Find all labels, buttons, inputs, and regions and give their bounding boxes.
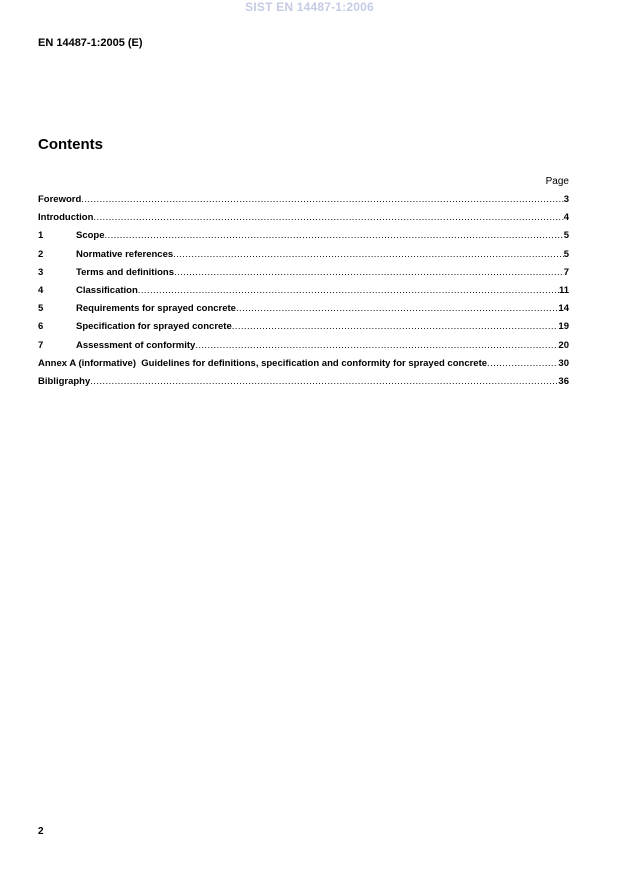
toc-leader-dots: [232, 321, 559, 332]
toc-leader-dots: [173, 249, 564, 260]
document-id: EN 14487-1:2005 (E): [38, 37, 143, 49]
toc-entry-bibliography[interactable]: [38, 376, 569, 394]
toc-entry-title: Scope: [76, 230, 105, 242]
toc-entry-title: Requirements for sprayed concrete: [76, 303, 236, 315]
toc-entry-page: 5: [563, 230, 569, 242]
toc-entry-title: Normative references: [76, 248, 174, 260]
toc-entry-page: 4: [563, 212, 569, 224]
toc-leader-dots: [81, 194, 563, 205]
page-column-label: Page: [545, 176, 569, 187]
toc-entry-title: Introduction: [38, 212, 94, 224]
toc-entry-classification[interactable]: [38, 285, 569, 303]
watermark: SIST EN 14487-1:2006: [245, 0, 374, 14]
toc-entry-page: 30: [558, 357, 569, 369]
toc-entry-title: Specification for sprayed concrete: [76, 321, 232, 333]
toc-entry-title: Bibligraphy: [38, 375, 91, 387]
toc-entry-number: 6: [38, 321, 44, 333]
toc-entry-page: 11: [558, 284, 569, 296]
toc-entry-title: Classification: [76, 284, 138, 296]
toc-entry-normative-references[interactable]: [38, 249, 569, 267]
toc-entry-title: Terms and definitions: [76, 266, 175, 278]
toc-entry-specification[interactable]: [38, 321, 569, 339]
toc-entry-number: 4: [38, 284, 44, 296]
toc-entry-page: 14: [558, 303, 569, 315]
toc-entry-page: 19: [558, 321, 569, 333]
page-number: 2: [38, 826, 44, 837]
toc-entry-number: 1: [38, 230, 44, 242]
toc-leader-dots: [174, 267, 564, 278]
toc-entry-foreword[interactable]: [38, 194, 569, 212]
toc-entry-page: 20: [558, 339, 569, 351]
toc-entry-number: 2: [38, 248, 44, 260]
toc-leader-dots: [105, 230, 564, 241]
toc-entry-number: 3: [38, 266, 44, 278]
toc-leader-dots: [93, 212, 563, 223]
toc-entry-number: 7: [38, 339, 44, 351]
toc-entry-number: 5: [38, 303, 44, 315]
toc-entry-requirements[interactable]: [38, 303, 569, 321]
table-of-contents: [38, 194, 569, 394]
toc-entry-title: Assessment of conformity: [76, 339, 196, 351]
toc-entry-title: Foreword: [38, 194, 82, 205]
toc-entry-annex-a[interactable]: [38, 358, 569, 376]
contents-heading: Contents: [38, 136, 103, 153]
toc-leader-dots: [195, 340, 558, 351]
toc-entry-page: 7: [563, 266, 569, 278]
toc-entry-page: 5: [563, 248, 569, 260]
toc-entry-terms-and-definitions[interactable]: [38, 267, 569, 285]
toc-leader-dots: [236, 303, 558, 314]
toc-entry-scope[interactable]: [38, 230, 569, 248]
toc-entry-page: 36: [558, 375, 569, 387]
toc-entry-title: Annex A (informative) Guidelines for definitions, specification and conformity for sprayed concrete: [38, 357, 488, 369]
toc-leader-dots: [138, 285, 559, 296]
toc-leader-dots: [90, 376, 558, 387]
toc-leader-dots: [487, 358, 558, 369]
toc-entry-assessment-of-conformity[interactable]: [38, 340, 569, 358]
toc-entry-introduction[interactable]: [38, 212, 569, 230]
toc-entry-page: 3: [563, 194, 569, 205]
